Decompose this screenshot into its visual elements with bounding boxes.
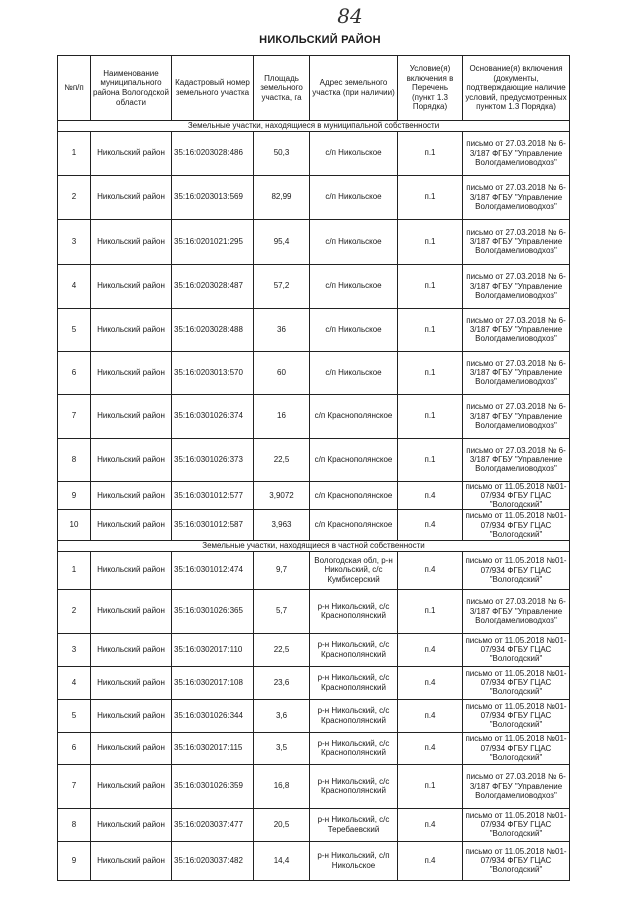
address-cell: р-н Никольский, с/с Краснополянский <box>310 589 398 633</box>
row-number: 4 <box>58 666 91 699</box>
condition-cell: п.1 <box>398 394 463 438</box>
cadastral-number-cell: 35:16:0301012:587 <box>172 510 254 541</box>
district-cell: Никольский район <box>91 808 172 841</box>
cadastral-number-cell: 35:16:0201021:295 <box>172 219 254 264</box>
table-row <box>58 808 570 841</box>
district-cell: Никольский район <box>91 264 172 308</box>
area-cell: 50,3 <box>254 131 310 175</box>
district-cell: Никольский район <box>91 394 172 438</box>
header-num: №п/п <box>58 56 91 121</box>
table-row <box>58 841 570 880</box>
page-title: НИКОЛЬСКИЙ РАЙОН <box>259 34 381 46</box>
district-cell: Никольский район <box>91 732 172 764</box>
condition-cell: п.1 <box>398 438 463 481</box>
area-cell: 3,9072 <box>254 481 310 510</box>
basis-cell: письмо от 11.05.2018 №01-07/934 ФГБУ ГЦАС "Вологодский" <box>463 481 570 510</box>
header-address: Адрес земельного участка (при наличии) <box>310 56 398 121</box>
section-header-row <box>58 541 570 552</box>
condition-cell: п.4 <box>398 808 463 841</box>
row-number: 9 <box>58 841 91 880</box>
address-cell: р-н Никольский, с/с Краснополянский <box>310 732 398 764</box>
header-area: Площадь земельного участка, га <box>254 56 310 121</box>
area-cell: 5,7 <box>254 589 310 633</box>
district-cell: Никольский район <box>91 308 172 351</box>
district-cell: Никольский район <box>91 699 172 732</box>
row-number: 10 <box>58 510 91 541</box>
area-cell: 60 <box>254 351 310 394</box>
condition-cell: п.4 <box>398 481 463 510</box>
cadastral-number-cell: 35:16:0301026:365 <box>172 589 254 633</box>
land-plots-table <box>57 55 570 881</box>
address-cell: с/п Никольское <box>310 264 398 308</box>
address-cell: р-н Никольский, с/с Краснополянский <box>310 666 398 699</box>
basis-cell: письмо от 27.03.2018 № 6-3/187 ФГБУ "Управление Вологдамелиоводхоз" <box>463 394 570 438</box>
address-cell: с/п Никольское <box>310 308 398 351</box>
basis-cell: письмо от 11.05.2018 №01-07/934 ФГБУ ГЦАС "Вологодский" <box>463 633 570 666</box>
table-row <box>58 633 570 666</box>
row-number: 7 <box>58 764 91 808</box>
cadastral-number-cell: 35:16:0301026:344 <box>172 699 254 732</box>
row-number: 6 <box>58 732 91 764</box>
header-condition: Условие(я) включения в Перечень (пункт 1.3 Порядка) <box>398 56 463 121</box>
district-cell: Никольский район <box>91 551 172 589</box>
condition-cell: п.1 <box>398 264 463 308</box>
area-cell: 95,4 <box>254 219 310 264</box>
table-row <box>58 732 570 764</box>
row-number: 7 <box>58 394 91 438</box>
table-row <box>58 666 570 699</box>
row-number: 4 <box>58 264 91 308</box>
table-row <box>58 510 570 541</box>
area-cell: 57,2 <box>254 264 310 308</box>
row-number: 2 <box>58 175 91 219</box>
area-cell: 16,8 <box>254 764 310 808</box>
condition-cell: п.1 <box>398 764 463 808</box>
row-number: 8 <box>58 438 91 481</box>
basis-cell: письмо от 11.05.2018 №01-07/934 ФГБУ ГЦАС "Вологодский" <box>463 841 570 880</box>
table-row <box>58 481 570 510</box>
address-cell: с/п Краснополянское <box>310 438 398 481</box>
basis-cell: письмо от 27.03.2018 № 6-3/187 ФГБУ "Управление Вологдамелиоводхоз" <box>463 589 570 633</box>
address-cell: р-н Никольский, с/с Краснополянский <box>310 699 398 732</box>
address-cell: с/п Краснополянское <box>310 481 398 510</box>
section-header-row <box>58 121 570 132</box>
condition-cell: п.1 <box>398 308 463 351</box>
area-cell: 14,4 <box>254 841 310 880</box>
cadastral-number-cell: 35:16:0301026:359 <box>172 764 254 808</box>
cadastral-number-cell: 35:16:0203028:487 <box>172 264 254 308</box>
condition-cell: п.1 <box>398 589 463 633</box>
address-cell: с/п Никольское <box>310 131 398 175</box>
district-cell: Никольский район <box>91 841 172 880</box>
area-cell: 36 <box>254 308 310 351</box>
basis-cell: письмо от 27.03.2018 № 6-3/187 ФГБУ "Управление Вологдамелиоводхоз" <box>463 175 570 219</box>
cadastral-number-cell: 35:16:0301012:474 <box>172 551 254 589</box>
row-number: 8 <box>58 808 91 841</box>
address-cell: р-н Никольский, с/п Никольское <box>310 841 398 880</box>
row-number: 3 <box>58 633 91 666</box>
cadastral-number-cell: 35:16:0203028:486 <box>172 131 254 175</box>
row-number: 5 <box>58 699 91 732</box>
basis-cell: письмо от 11.05.2018 №01-07/934 ФГБУ ГЦАС "Вологодский" <box>463 510 570 541</box>
condition-cell: п.1 <box>398 175 463 219</box>
section-title: Земельные участки, находящиеся в частной собственности <box>58 541 570 552</box>
condition-cell: п.4 <box>398 666 463 699</box>
district-cell: Никольский район <box>91 131 172 175</box>
basis-cell: письмо от 27.03.2018 № 6-3/187 ФГБУ "Управление Вологдамелиоводхоз" <box>463 219 570 264</box>
address-cell: с/п Краснополянское <box>310 394 398 438</box>
basis-cell: письмо от 11.05.2018 №01-07/934 ФГБУ ГЦАС "Вологодский" <box>463 551 570 589</box>
condition-cell: п.1 <box>398 219 463 264</box>
table-row <box>58 351 570 394</box>
row-number: 2 <box>58 589 91 633</box>
table-row <box>58 589 570 633</box>
basis-cell: письмо от 27.03.2018 № 6-3/187 ФГБУ "Управление Вологдамелиоводхоз" <box>463 764 570 808</box>
area-cell: 82,99 <box>254 175 310 219</box>
header-district: Наименование муниципального района Вологодской области <box>91 56 172 121</box>
basis-cell: письмо от 11.05.2018 №01-07/934 ФГБУ ГЦАС "Вологодский" <box>463 808 570 841</box>
district-cell: Никольский район <box>91 589 172 633</box>
page-number: 84 <box>337 4 363 28</box>
table-row <box>58 308 570 351</box>
basis-cell: письмо от 27.03.2018 № 6-3/187 ФГБУ "Управление Вологдамелиоводхоз" <box>463 264 570 308</box>
condition-cell: п.4 <box>398 699 463 732</box>
district-cell: Никольский район <box>91 219 172 264</box>
basis-cell: письмо от 27.03.2018 № 6-3/187 ФГБУ "Управление Вологдамелиоводхоз" <box>463 351 570 394</box>
cadastral-number-cell: 35:16:0203028:488 <box>172 308 254 351</box>
table-row <box>58 264 570 308</box>
cadastral-number-cell: 35:16:0301026:373 <box>172 438 254 481</box>
basis-cell: письмо от 11.05.2018 №01-07/934 ФГБУ ГЦАС "Вологодский" <box>463 732 570 764</box>
cadastral-number-cell: 35:16:0203037:482 <box>172 841 254 880</box>
section-title: Земельные участки, находящиеся в муниципальной собственности <box>58 121 570 132</box>
basis-cell: письмо от 27.03.2018 № 6-3/187 ФГБУ "Управление Вологдамелиоводхоз" <box>463 438 570 481</box>
condition-cell: п.4 <box>398 732 463 764</box>
address-cell: с/п Никольское <box>310 351 398 394</box>
condition-cell: п.4 <box>398 633 463 666</box>
district-cell: Никольский район <box>91 481 172 510</box>
area-cell: 22,5 <box>254 633 310 666</box>
condition-cell: п.4 <box>398 841 463 880</box>
cadastral-number-cell: 35:16:0203037:477 <box>172 808 254 841</box>
row-number: 9 <box>58 481 91 510</box>
address-cell: р-н Никольский, с/с Краснополянский <box>310 633 398 666</box>
cadastral-number-cell: 35:16:0301026:374 <box>172 394 254 438</box>
table-row <box>58 699 570 732</box>
condition-cell: п.1 <box>398 351 463 394</box>
cadastral-number-cell: 35:16:0302017:115 <box>172 732 254 764</box>
table-row <box>58 394 570 438</box>
cadastral-number-cell: 35:16:0203013:569 <box>172 175 254 219</box>
area-cell: 9,7 <box>254 551 310 589</box>
basis-cell: письмо от 27.03.2018 № 6-3/187 ФГБУ "Управление Вологдамелиоводхоз" <box>463 131 570 175</box>
cadastral-number-cell: 35:16:0302017:108 <box>172 666 254 699</box>
address-cell: с/п Никольское <box>310 175 398 219</box>
row-number: 1 <box>58 131 91 175</box>
row-number: 3 <box>58 219 91 264</box>
table-row <box>58 764 570 808</box>
district-cell: Никольский район <box>91 438 172 481</box>
row-number: 6 <box>58 351 91 394</box>
area-cell: 3,6 <box>254 699 310 732</box>
table-row <box>58 175 570 219</box>
cadastral-number-cell: 35:16:0302017:110 <box>172 633 254 666</box>
cadastral-number-cell: 35:16:0301012:577 <box>172 481 254 510</box>
table-body <box>58 121 570 881</box>
area-cell: 16 <box>254 394 310 438</box>
address-cell: р-н Никольский, с/с Теребаевский <box>310 808 398 841</box>
district-cell: Никольский район <box>91 666 172 699</box>
header-cadastral: Кадастровый номер земельного участка <box>172 56 254 121</box>
district-cell: Никольский район <box>91 351 172 394</box>
area-cell: 22,5 <box>254 438 310 481</box>
basis-cell: письмо от 27.03.2018 № 6-3/187 ФГБУ "Управление Вологдамелиоводхоз" <box>463 308 570 351</box>
area-cell: 23,6 <box>254 666 310 699</box>
condition-cell: п.4 <box>398 510 463 541</box>
table-row <box>58 219 570 264</box>
header-basis: Основание(я) включения (документы, подтверждающие наличие условий, предусмотренных пунктом 1.3 Порядка) <box>463 56 570 121</box>
address-cell: Вологодская обл, р-н Никольский, с/с Кумбисерский <box>310 551 398 589</box>
condition-cell: п.1 <box>398 131 463 175</box>
district-cell: Никольский район <box>91 175 172 219</box>
table-row <box>58 438 570 481</box>
basis-cell: письмо от 11.05.2018 №01-07/934 ФГБУ ГЦАС "Вологодский" <box>463 699 570 732</box>
cadastral-number-cell: 35:16:0203013:570 <box>172 351 254 394</box>
area-cell: 3,5 <box>254 732 310 764</box>
address-cell: с/п Никольское <box>310 219 398 264</box>
row-number: 5 <box>58 308 91 351</box>
table-header <box>58 56 570 121</box>
table-row <box>58 131 570 175</box>
table-row <box>58 551 570 589</box>
district-cell: Никольский район <box>91 510 172 541</box>
district-cell: Никольский район <box>91 633 172 666</box>
row-number: 1 <box>58 551 91 589</box>
district-cell: Никольский район <box>91 764 172 808</box>
address-cell: с/п Краснополянское <box>310 510 398 541</box>
address-cell: р-н Никольский, с/с Краснополянский <box>310 764 398 808</box>
area-cell: 20,5 <box>254 808 310 841</box>
area-cell: 3,963 <box>254 510 310 541</box>
basis-cell: письмо от 11.05.2018 №01-07/934 ФГБУ ГЦАС "Вологодский" <box>463 666 570 699</box>
condition-cell: п.4 <box>398 551 463 589</box>
